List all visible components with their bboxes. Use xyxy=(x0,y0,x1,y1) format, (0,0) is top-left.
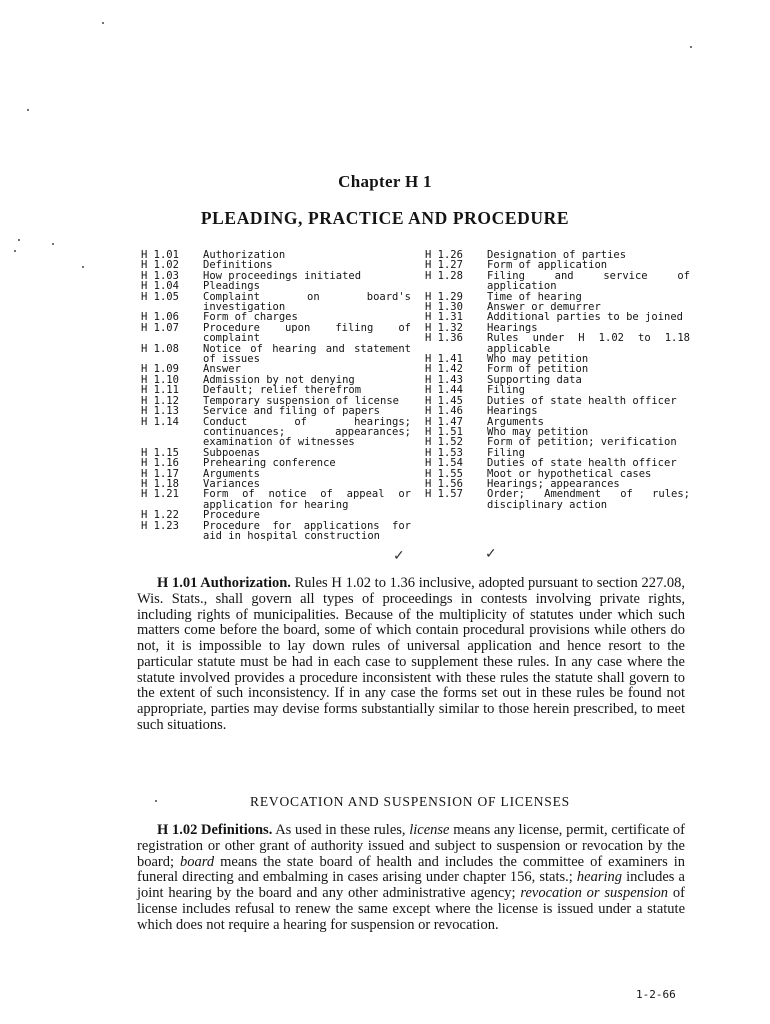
toc-entry-number: H 1.03 xyxy=(141,269,179,282)
definition-text: means the state board of health and includes the committee of examiners in funeral directing and embalming in cases arising under chapter 156, stats.; xyxy=(137,853,686,886)
toc-entry-number: H 1.06 xyxy=(141,311,179,324)
toc-entry-title: Hearings; appearances xyxy=(487,477,620,490)
toc-entry xyxy=(425,406,690,416)
section-h1-01-text: Rules H 1.02 to 1.36 inclusive, adopted pursuant to section 227.08, Wis. Stats., shall govern all types of proceedings in contests involving private rights, including rights of municipalities. Because of the multiplicity of statutes under which such matters come before the board, some of which contain procedural provisions while others do not, it is impossible to lay down rules of universal application and hence resort to the particular statute must be had in each case to supplement these rules. In any case where the statute involved provides a procedure inconsistent with these rules the statute shall govern to the extent of such inconsistency. If in any case the forms set out in these rules be found not appropriate, parties may devise forms substantially similar to those herein prescribed, to meet such situations. xyxy=(137,575,685,733)
term-board: board xyxy=(180,853,215,870)
toc-entry xyxy=(425,333,690,354)
scan-speck xyxy=(52,243,54,245)
toc-entry-number: H 1.22 xyxy=(141,509,179,522)
toc-entry-title: Service and filing of papers xyxy=(203,405,381,418)
toc-entry xyxy=(141,521,411,542)
toc-entry-number: H 1.27 xyxy=(425,259,463,272)
toc-entry-number: H 1.15 xyxy=(141,446,179,459)
toc-entry-number: H 1.30 xyxy=(425,301,463,314)
toc-entry xyxy=(141,406,411,416)
section-h1-01 xyxy=(137,576,685,734)
toc-entry-number: H 1.08 xyxy=(141,342,179,355)
scan-speck xyxy=(82,266,84,268)
toc-entry-title: Hearings xyxy=(487,321,538,334)
toc-entry-number: H 1.09 xyxy=(141,363,179,376)
toc-entry-title: Procedure xyxy=(203,509,260,522)
toc-entry xyxy=(141,250,411,260)
toc-entry-title: Notice of hearing and statement of issues xyxy=(203,342,411,366)
toc-left-column xyxy=(141,250,411,541)
scan-speck xyxy=(14,250,16,252)
term-hearing: hearing xyxy=(576,869,622,886)
toc-entry-number: H 1.18 xyxy=(141,477,179,490)
toc-entry-title: Hearings xyxy=(487,405,538,418)
toc-entry xyxy=(141,469,411,479)
toc-entry-title: Answer or demurrer xyxy=(487,301,601,314)
toc-entry-title: Procedure upon filing of complaint xyxy=(203,321,411,345)
toc-entry-number: H 1.11 xyxy=(141,384,179,397)
toc-entry-title: Conduct of hearings; continuances; appearances; examination of witnesses xyxy=(203,415,411,449)
toc-entry-number: H 1.14 xyxy=(141,415,179,428)
toc-entry-title: Moot or hypothetical cases xyxy=(487,467,652,480)
toc-entry-title: Who may petition xyxy=(487,425,589,438)
scan-speck xyxy=(155,800,157,802)
toc-right-column xyxy=(425,250,690,510)
toc-entry xyxy=(425,396,690,406)
toc-entry-number: H 1.12 xyxy=(141,394,179,407)
toc-entry-title: Form of charges xyxy=(203,311,298,324)
toc-entry-number: H 1.47 xyxy=(425,415,463,428)
toc-entry-number: H 1.41 xyxy=(425,353,463,366)
toc-entry-title: Admission by not denying xyxy=(203,373,355,386)
toc-entry-number: H 1.55 xyxy=(425,467,463,480)
toc-entry-title: Answer xyxy=(203,363,241,376)
toc-entry-number: H 1.53 xyxy=(425,446,463,459)
term-revocation-suspension: revocation or suspension xyxy=(520,885,669,901)
definition-text: includes a joint hearing by the board and any other administrative agency; xyxy=(137,869,685,901)
toc-entry-number: H 1.05 xyxy=(141,290,179,303)
definition-text: As used in these rules, xyxy=(272,822,410,838)
scan-speck xyxy=(27,109,29,111)
check-mark-icon: ✓ xyxy=(485,547,497,562)
chapter-title: PLEADING, PRACTICE AND PROCEDURE xyxy=(200,208,570,228)
toc-entry-number: H 1.51 xyxy=(425,425,463,438)
toc-entry-number: H 1.45 xyxy=(425,394,463,407)
definition-text: of license includes refusal to renew the same except where the license is issued under a statute which does not require a hearing for suspension or revocation. xyxy=(137,885,685,933)
toc-entry-title: Form of notice of appeal or application for hearing xyxy=(203,488,411,511)
toc-entry-number: H 1.56 xyxy=(425,477,463,490)
section-heading-revocation: REVOCATION AND SUSPENSION OF LICENSES xyxy=(250,794,570,809)
toc-entry-title: Rules under H 1.02 to 1.18 applicable xyxy=(487,332,690,355)
toc-entry-number: H 1.23 xyxy=(141,519,179,532)
toc-entry-title: Duties of state health officer xyxy=(487,394,677,407)
toc-entry-number: H 1.44 xyxy=(425,384,463,397)
toc-entry-title: Form of application xyxy=(487,259,608,272)
toc-entry-number: H 1.54 xyxy=(425,457,463,470)
page-number: 1-2-66 xyxy=(636,988,676,1001)
toc-entry xyxy=(141,271,411,281)
toc-entry xyxy=(141,510,411,520)
toc-entry-title: Prehearing conference xyxy=(203,457,336,470)
toc-entry-title: Complaint on board's investigation xyxy=(203,290,411,314)
toc-entry-number: H 1.07 xyxy=(141,321,179,334)
toc-entry-number: H 1.16 xyxy=(141,457,179,470)
toc-entry-title: Arguments xyxy=(203,467,260,480)
section-h1-02-heading: H 1.02 Definitions. xyxy=(157,822,273,838)
toc-entry-number: H 1.17 xyxy=(141,467,179,480)
toc-entry-number: H 1.36 xyxy=(425,332,463,345)
toc-entry-title: Order; Amendment of rules; disciplinary action xyxy=(487,488,690,511)
toc-entry-title: Form of petition; verification xyxy=(487,436,677,449)
toc-entry-number: H 1.01 xyxy=(141,249,179,261)
toc-entry-number: H 1.31 xyxy=(425,311,463,324)
toc-entry xyxy=(141,489,411,510)
toc-entry-number: H 1.04 xyxy=(141,280,179,293)
toc-entry-number: H 1.46 xyxy=(425,405,463,418)
toc-entry-title: Filing and service of application xyxy=(487,269,690,293)
toc-entry xyxy=(141,417,411,448)
check-mark-icon: ✓ xyxy=(393,549,405,564)
toc-entry-title: Arguments xyxy=(487,415,544,428)
toc-entry-number: H 1.32 xyxy=(425,321,463,334)
toc-entry-title: Supporting data xyxy=(487,373,582,386)
section-h1-01-heading: H 1.01 Authorization. xyxy=(157,575,291,591)
toc-entry xyxy=(141,458,411,468)
toc-entry-title: Variances xyxy=(203,477,260,490)
toc-entry-title: Pleadings xyxy=(203,280,260,293)
toc-entry xyxy=(425,312,690,322)
scan-speck xyxy=(18,239,20,241)
toc-entry xyxy=(425,375,690,385)
toc-entry-number: H 1.43 xyxy=(425,373,463,386)
toc-entry-number: H 1.29 xyxy=(425,290,463,303)
toc-entry xyxy=(425,271,690,292)
toc-entry-title: Time of hearing xyxy=(487,290,582,303)
toc-entry xyxy=(141,344,411,365)
definition-text: means any license, permit, certificate of registration or other grant of authority issued and subject to suspension or revocation by the board; xyxy=(137,822,685,870)
toc-entry-title: Temporary suspension of license xyxy=(203,394,399,407)
toc-entry xyxy=(425,458,690,468)
toc-entry xyxy=(425,489,690,510)
toc-entry xyxy=(425,437,690,447)
toc-entry xyxy=(141,323,411,344)
toc-entry-title: Additional parties to be joined xyxy=(487,311,683,324)
toc-entry-title: How proceedings initiated xyxy=(203,269,362,282)
chapter-heading: Chapter H 1 xyxy=(338,172,432,191)
section-h1-02 xyxy=(137,823,685,933)
toc-entry-number: H 1.21 xyxy=(141,488,179,501)
term-license: license xyxy=(409,822,450,838)
toc-entry xyxy=(141,292,411,313)
toc-entry-title: Designation of parties xyxy=(487,249,627,261)
scan-speck xyxy=(102,22,104,24)
toc-entry-title: Definitions xyxy=(203,259,273,272)
toc-entry-title: Default; relief therefrom xyxy=(203,384,362,397)
toc-entry-title: Procedure for applications for aid in hospital construction xyxy=(203,519,411,542)
toc-entry-number: H 1.28 xyxy=(425,269,463,282)
toc-entry-title: Duties of state health officer xyxy=(487,457,677,470)
toc-entry-number: H 1.13 xyxy=(141,405,179,418)
scan-speck xyxy=(690,46,692,48)
toc-entry-number: H 1.02 xyxy=(141,259,179,272)
toc-entry-title: Authorization xyxy=(203,249,286,261)
toc-entry-title: Filing xyxy=(487,446,525,459)
toc-entry-number: H 1.42 xyxy=(425,363,463,376)
toc-entry-title: Subpoenas xyxy=(203,446,260,459)
toc-entry-number: H 1.52 xyxy=(425,436,463,449)
toc-entry-title: Filing xyxy=(487,384,525,397)
toc-entry-title: Who may petition xyxy=(487,353,589,366)
toc-entry-title: Form of petition xyxy=(487,363,589,376)
toc-entry-number: H 1.10 xyxy=(141,373,179,386)
toc-entry-number: H 1.57 xyxy=(425,488,463,501)
toc-entry-number: H 1.26 xyxy=(425,249,463,261)
